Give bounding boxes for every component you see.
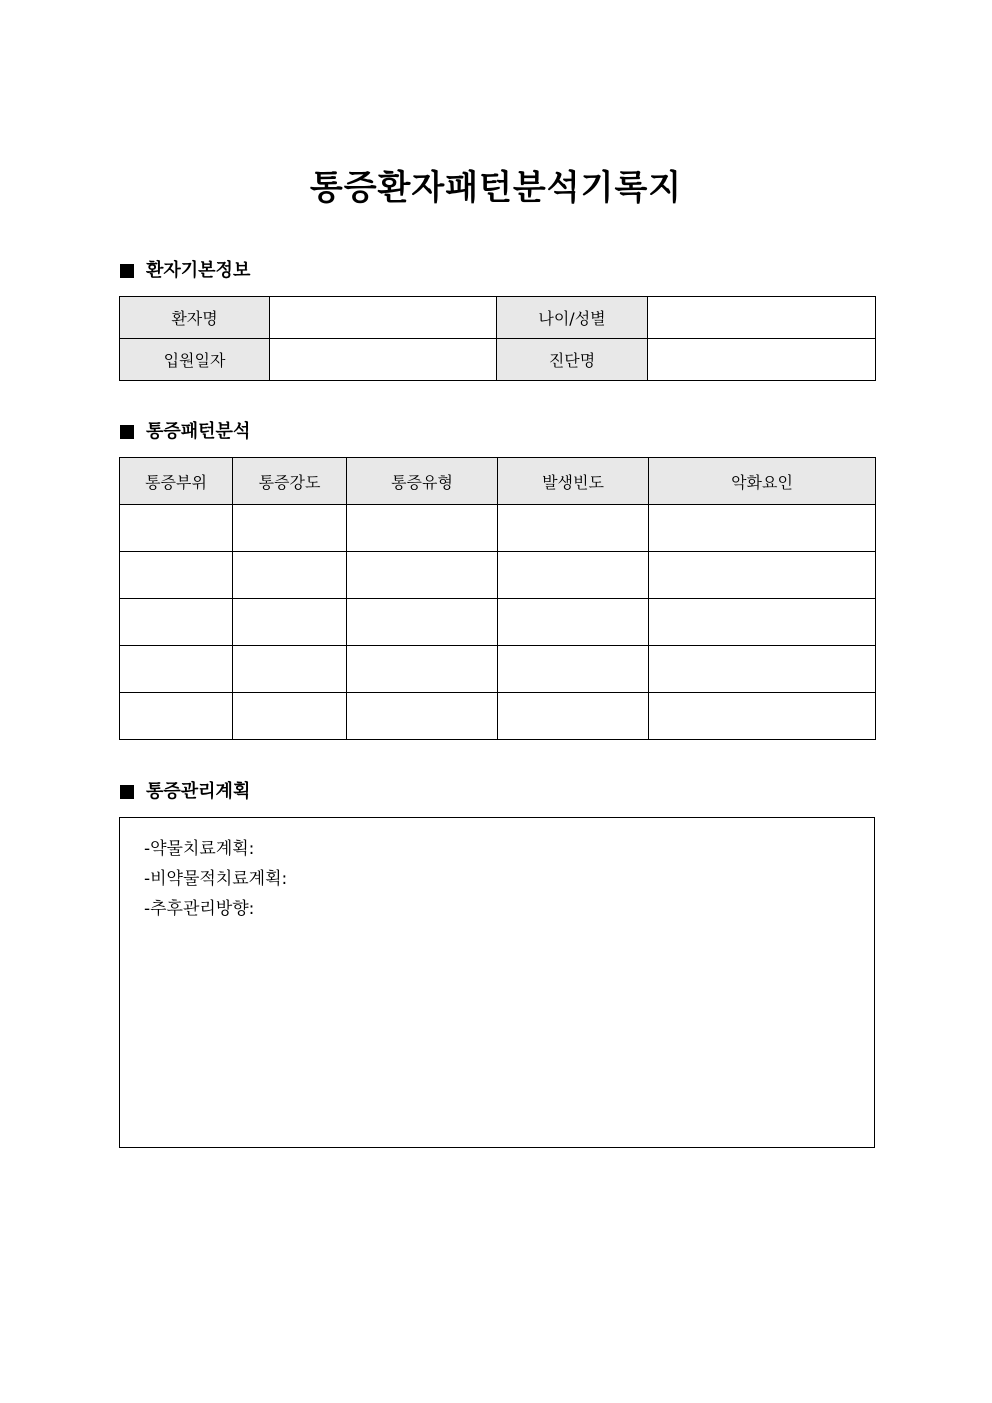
table-cell[interactable] xyxy=(649,646,876,693)
column-header-frequency: 발생빈도 xyxy=(498,458,649,505)
table-cell[interactable] xyxy=(120,693,233,740)
table-cell[interactable] xyxy=(498,505,649,552)
section-title: 통증관리계획 xyxy=(146,781,251,802)
table-cell[interactable] xyxy=(649,505,876,552)
table-cell[interactable] xyxy=(347,693,498,740)
medication-plan-line: -약물치료계획: xyxy=(144,839,255,859)
table-row xyxy=(120,646,876,693)
table-cell[interactable] xyxy=(649,693,876,740)
section-heading-pain-pattern xyxy=(120,420,250,444)
follow-up-plan-line: -추후관리방향: xyxy=(144,899,255,919)
section-title: 환자기본정보 xyxy=(146,260,251,281)
table-cell[interactable] xyxy=(347,599,498,646)
table-row xyxy=(120,552,876,599)
admission-date-label: 입원일자 xyxy=(120,339,270,381)
square-bullet-icon xyxy=(120,785,134,799)
table-row xyxy=(120,339,876,381)
patient-name-label: 환자명 xyxy=(120,297,270,339)
table-cell[interactable] xyxy=(498,599,649,646)
table-cell[interactable] xyxy=(498,646,649,693)
table-cell[interactable] xyxy=(347,552,498,599)
column-header-pain-type: 통증유형 xyxy=(347,458,498,505)
plan-lines xyxy=(144,834,287,924)
section-title: 통증패턴분석 xyxy=(146,421,251,442)
table-cell[interactable] xyxy=(649,599,876,646)
table-cell[interactable] xyxy=(120,552,233,599)
column-header-pain-intensity: 통증강도 xyxy=(233,458,347,505)
table-header-row xyxy=(120,458,876,505)
table-row xyxy=(120,505,876,552)
age-sex-label: 나이/성별 xyxy=(497,297,648,339)
table-cell[interactable] xyxy=(498,552,649,599)
table-cell[interactable] xyxy=(498,693,649,740)
table-row xyxy=(120,599,876,646)
table-cell[interactable] xyxy=(347,505,498,552)
table-cell[interactable] xyxy=(233,646,347,693)
pain-pattern-table xyxy=(119,457,876,740)
management-plan-box[interactable] xyxy=(119,817,875,1148)
table-cell[interactable] xyxy=(649,552,876,599)
section-heading-patient-info xyxy=(120,259,250,283)
column-header-aggravating-factors: 악화요인 xyxy=(649,458,876,505)
table-cell[interactable] xyxy=(120,646,233,693)
table-cell[interactable] xyxy=(233,505,347,552)
diagnosis-label: 진단명 xyxy=(497,339,648,381)
patient-info-table xyxy=(119,296,876,381)
table-row xyxy=(120,693,876,740)
square-bullet-icon xyxy=(120,425,134,439)
document-title: 통증환자패턴분석기록지 xyxy=(309,168,683,208)
column-header-pain-site: 통증부위 xyxy=(120,458,233,505)
diagnosis-field[interactable] xyxy=(648,339,876,381)
admission-date-field[interactable] xyxy=(270,339,497,381)
section-heading-management-plan xyxy=(120,780,250,804)
non-drug-plan-line: -비약물적치료계획: xyxy=(144,869,288,889)
square-bullet-icon xyxy=(120,264,134,278)
table-cell[interactable] xyxy=(233,599,347,646)
age-sex-field[interactable] xyxy=(648,297,876,339)
table-cell[interactable] xyxy=(233,693,347,740)
patient-name-field[interactable] xyxy=(270,297,497,339)
table-cell[interactable] xyxy=(120,599,233,646)
table-row xyxy=(120,297,876,339)
table-cell[interactable] xyxy=(347,646,498,693)
table-cell[interactable] xyxy=(233,552,347,599)
table-cell[interactable] xyxy=(120,505,233,552)
